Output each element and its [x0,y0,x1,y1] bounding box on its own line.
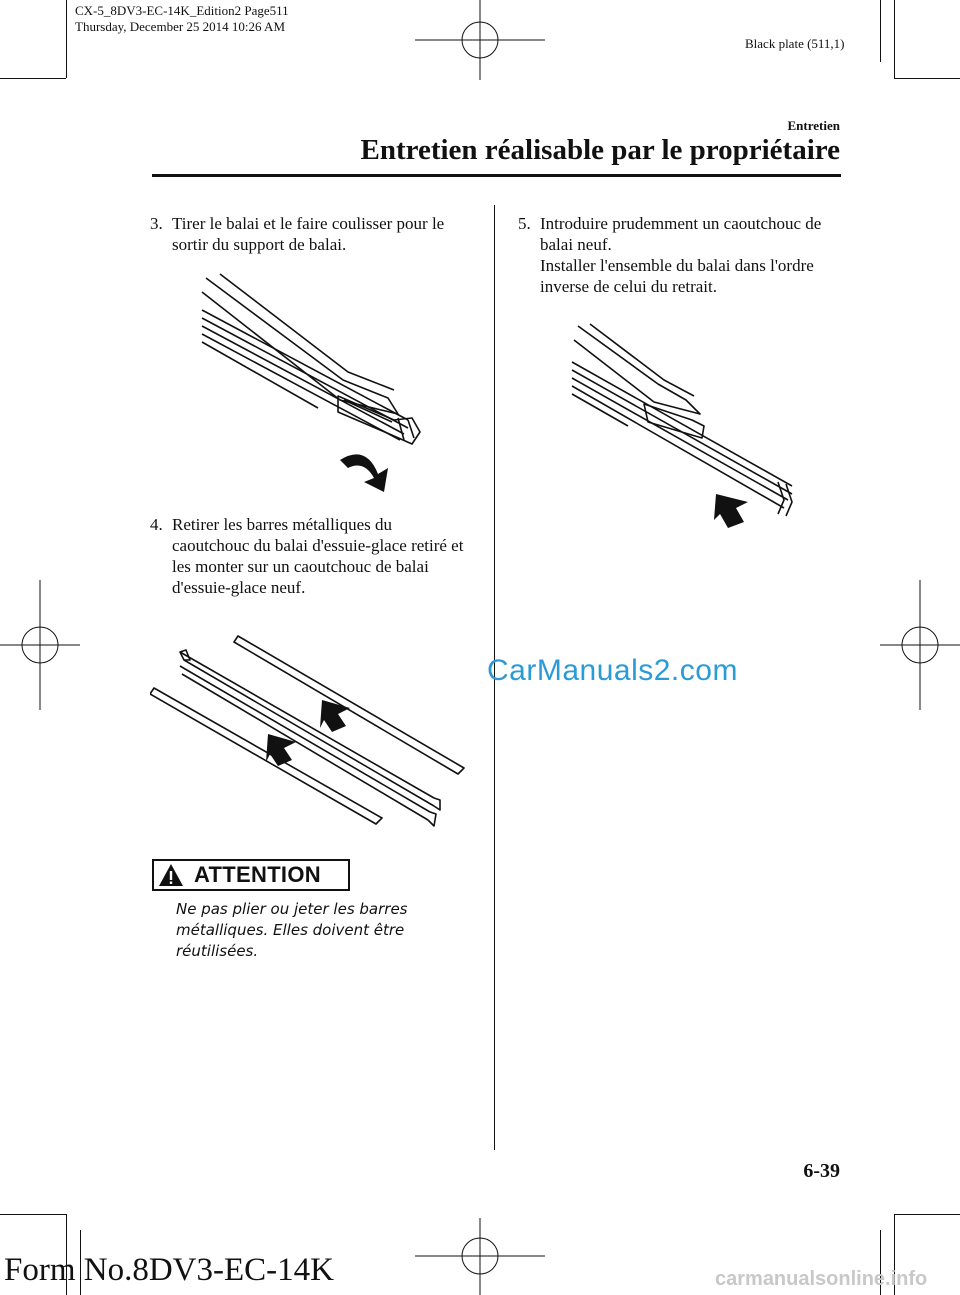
step-text-line1: Introduire prudemment un caoutchouc de balai neuf. [540,214,822,254]
metal-bars-transfer-illustration [150,630,470,830]
watermark: CarManuals2.com [487,654,738,687]
page-number: 6-39 [803,1160,840,1182]
step-text: Tirer le balai et le faire coulisser pour le sortir du support de balai. [172,214,445,254]
step-number: 4. [150,515,163,534]
registration-mark-right [880,580,960,710]
registration-mark-top [415,0,545,80]
step-number: 3. [150,214,163,233]
step-4 [150,514,470,598]
wiper-blade-slide-out-illustration [198,268,428,498]
form-number: Form No.8DV3-EC-14K [4,1252,334,1288]
step-text: Retirer les barres métalliques du caoutchouc du balai d'essuie-glace retiré et les monter sur un caoutchouc de balai d'essuie-glace neuf. [172,515,464,597]
attention-label: ATTENTION [194,862,321,887]
step-5 [518,213,848,297]
date-info: Thursday, December 25 2014 10:26 AM [75,19,286,34]
new-rubber-insert-illustration [568,322,798,532]
curved-arrow-icon [340,454,388,492]
file-info: CX-5_8DV3-EC-14K_Edition2 Page511 [75,3,289,18]
arrow-icon [320,700,350,732]
step-number: 5. [518,214,531,233]
arrow-icon [714,494,748,528]
warning-triangle-icon [158,863,184,887]
section-label: Entretien [787,118,840,133]
page-title: Entretien réalisable par le propriétaire [360,134,840,166]
registration-mark-left [0,580,80,710]
site-watermark: carmanualsonline.info [715,1268,928,1290]
header-rule [152,174,841,177]
plate-info: Black plate (511,1) [745,36,845,51]
attention-text: Ne pas plier ou jeter les barres métalliques. Elles doivent être réutilisées. [176,900,408,960]
registration-mark-bottom [415,1218,545,1295]
step-3 [150,213,480,255]
step-text-line2: Installer l'ensemble du balai dans l'ordre inverse de celui du retrait. [540,256,814,296]
attention-box [152,859,350,891]
